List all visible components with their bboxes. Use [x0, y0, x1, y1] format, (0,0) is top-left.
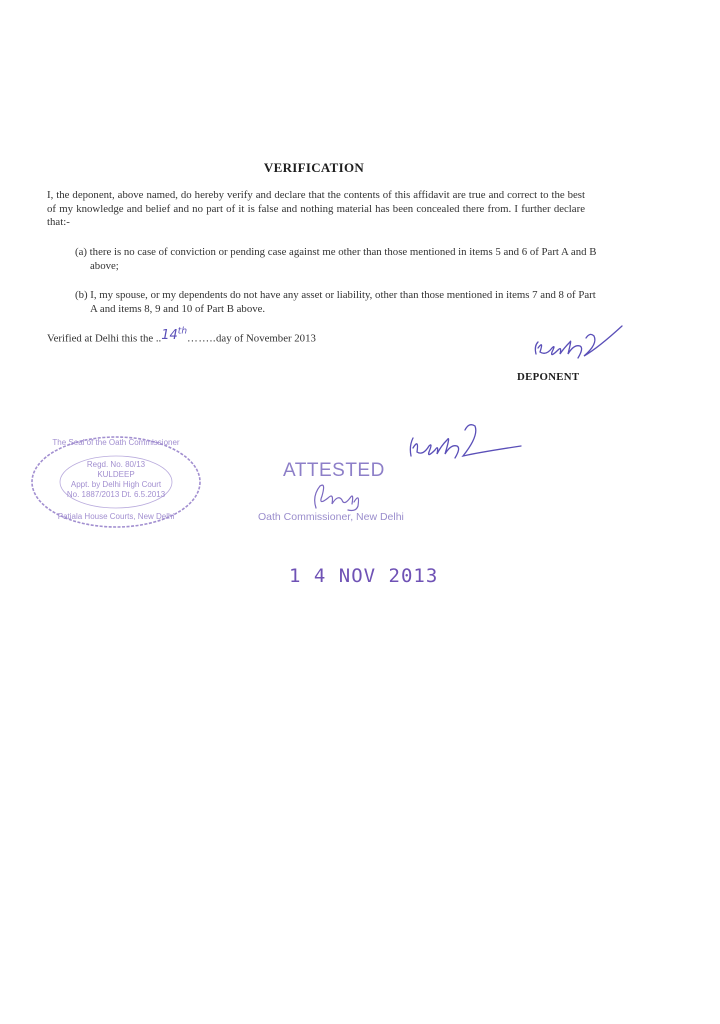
attester-initials [308, 480, 368, 512]
deponent-signature [528, 318, 628, 366]
oath-commissioner-text: Oath Commissioner, New Delhi [258, 511, 404, 523]
seal-line-3: KULDEEP [97, 470, 135, 479]
verified-prefix: Verified at Delhi this the .. [47, 332, 162, 345]
attestation-signature [405, 412, 525, 472]
verified-line [47, 329, 316, 345]
verification-title: VERIFICATION [263, 160, 365, 175]
declaration-paragraph: I, the deponent, above named, do hereby verify and declare that the contents of this affidavit are true and correct to the best of my knowledge and belief and no part of it is false and nothing material has been concealed there from. I further declare that:- [47, 189, 585, 228]
declaration-item-a: (a) there is no case of conviction or pending case against me other than those mentioned in items 5 and 6 of Part A and B above; [75, 246, 597, 272]
handwritten-day: 14th [161, 327, 188, 344]
verified-dots: …….. [187, 332, 217, 345]
oath-commissioner-seal [28, 432, 204, 532]
seal-line-6: Patiala House Courts, New Delhi [57, 512, 175, 521]
attested-stamp [258, 458, 418, 528]
seal-line-2: Regd. No. 80/13 [86, 460, 146, 469]
attested-label: ATTESTED [283, 460, 385, 481]
verified-suffix: day of November 2013 [216, 332, 316, 345]
deponent-label: DEPONENT [517, 371, 580, 383]
declaration-item-b: (b) I, my spouse, or my dependents do not have any asset or liability, other than those mentioned in items 7 and 8 of Part A and items 8, 9 and 10 of Part B above. [75, 289, 596, 315]
seal-line-4: Appt. by Delhi High Court [70, 480, 162, 489]
seal-line-1: The Seal of the Oath Commissioner [52, 438, 180, 447]
seal-line-5: No. 1887/2013 Dt. 6.5.2013 [66, 490, 166, 499]
date-stamp: 1 4 NOV 2013 [289, 565, 439, 587]
